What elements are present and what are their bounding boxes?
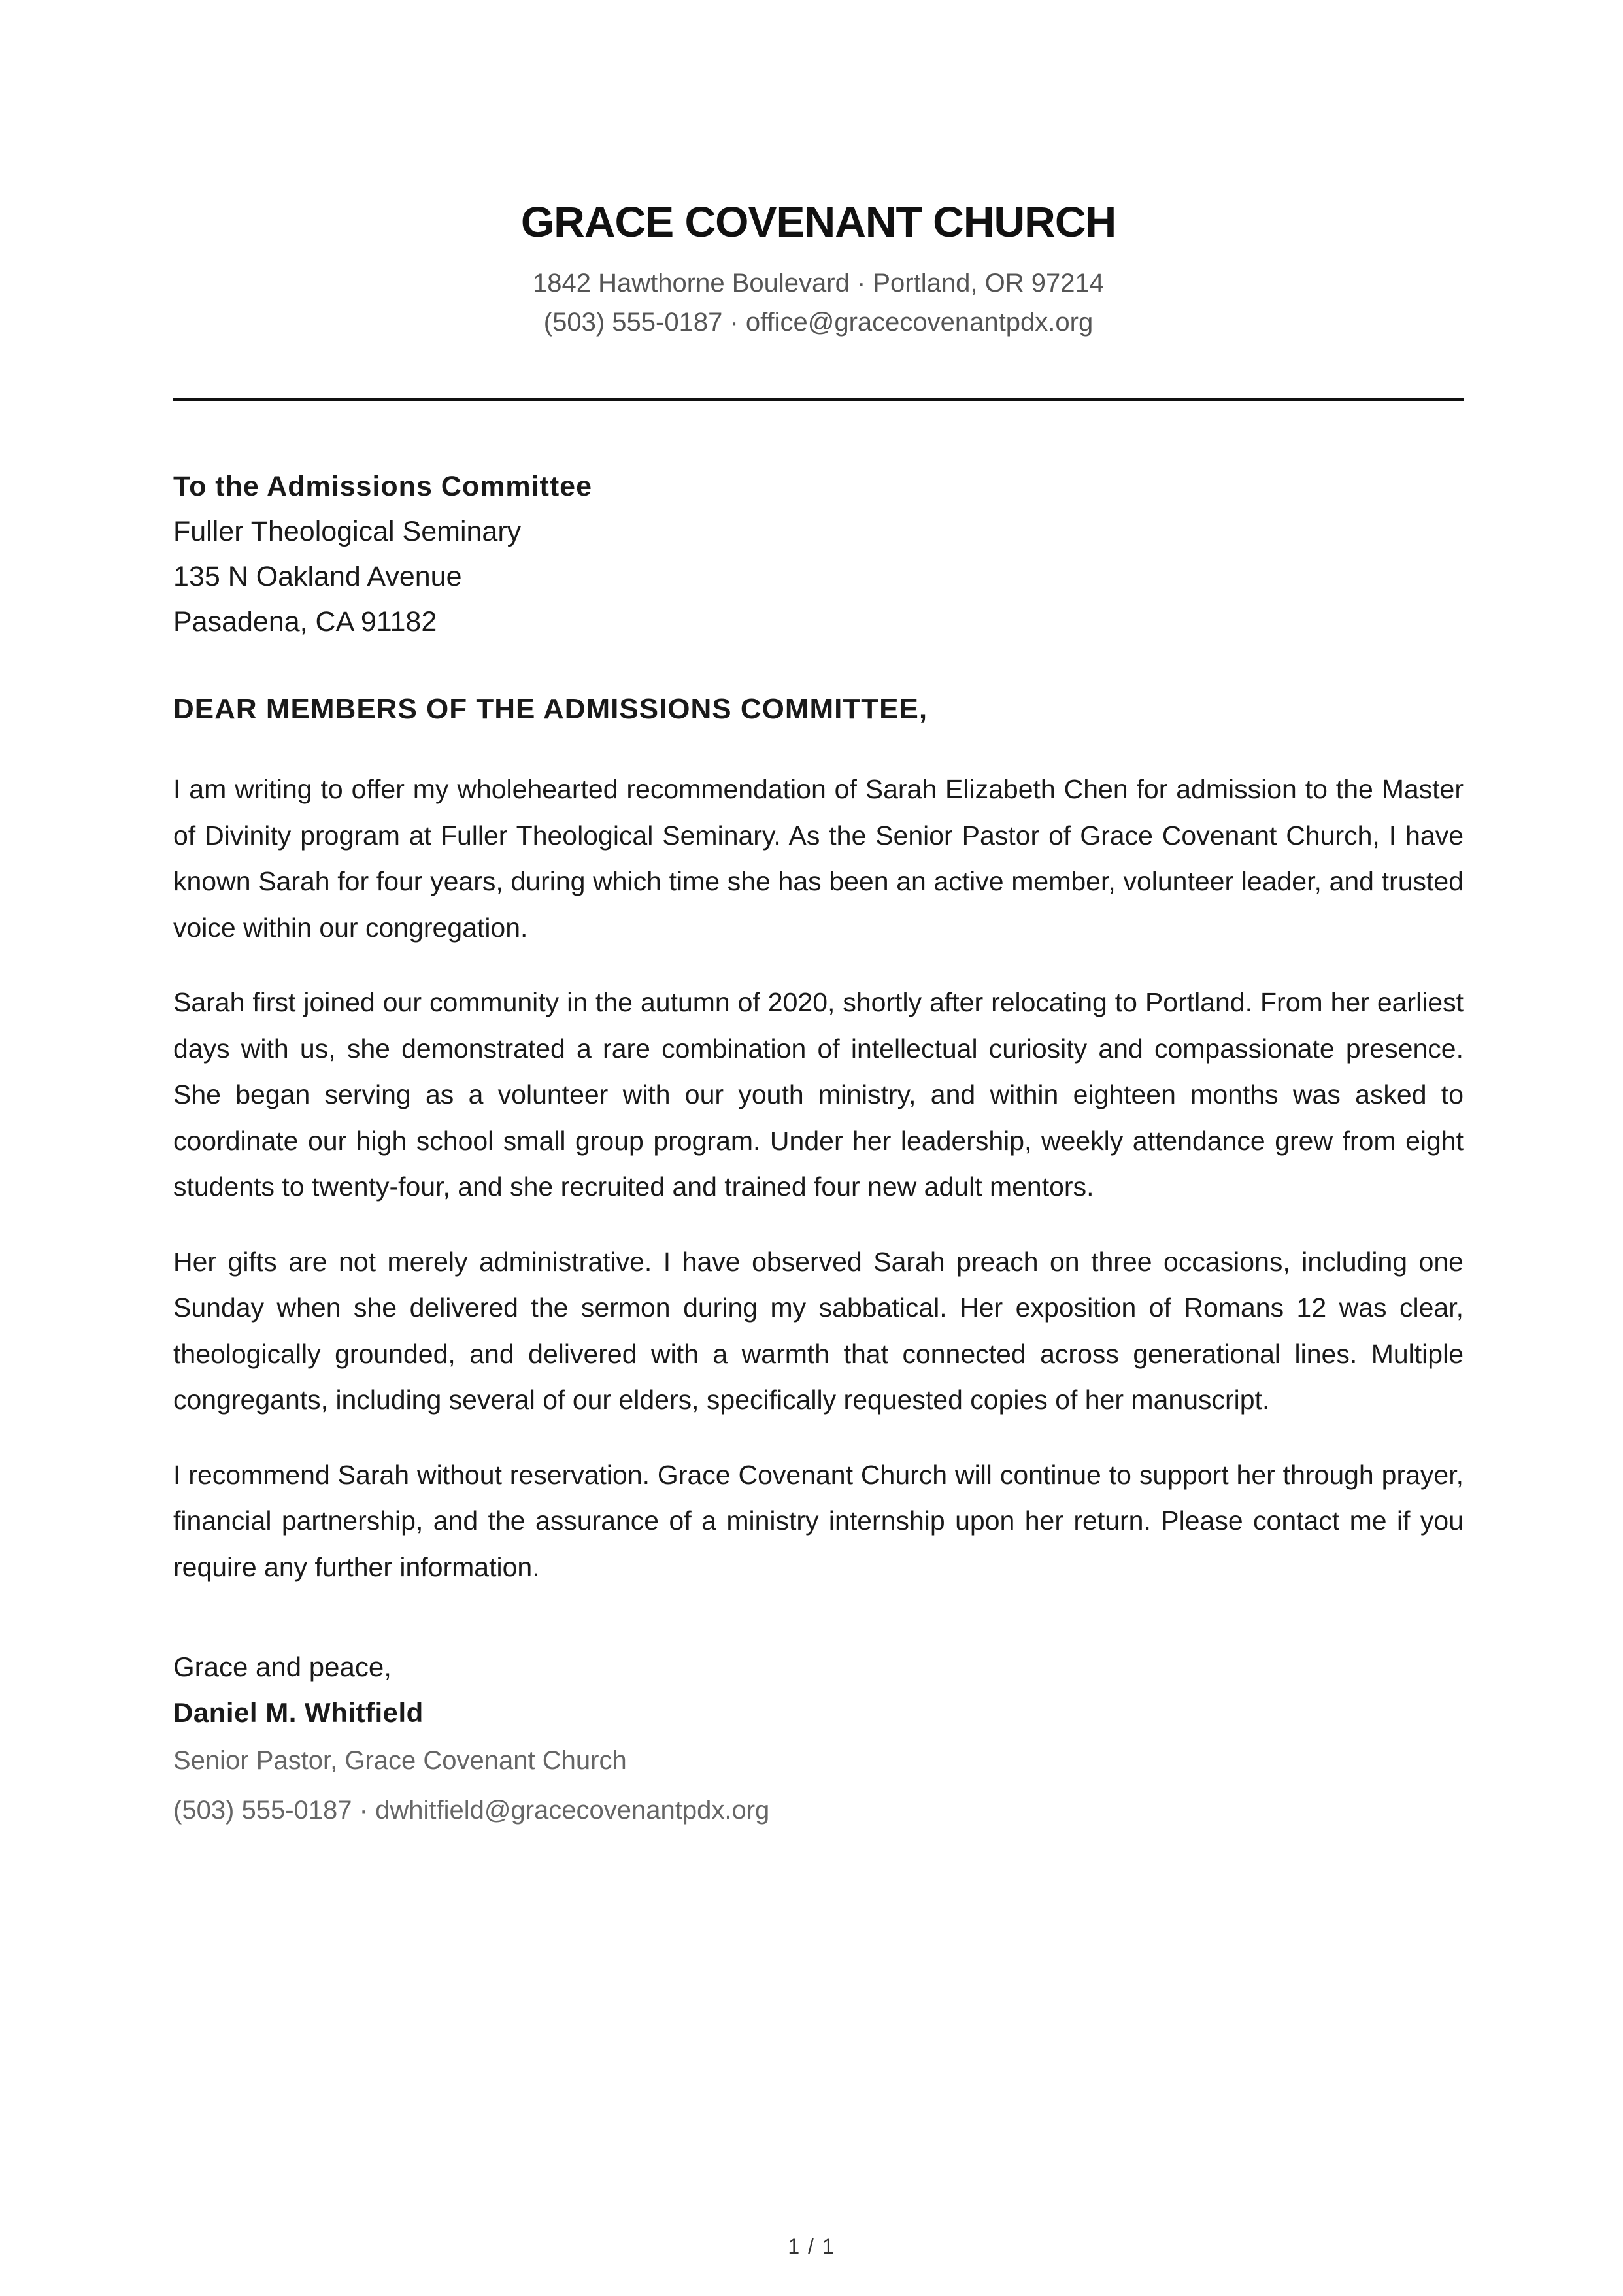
letter-body [173,766,1464,1619]
body-paragraph: Her gifts are not merely administrative. I have observed Sarah preach on three occasions, including one Sunday when she delivered the sermon during my sabbatical. Her exposition of Romans 12 was clear, theologically grounded, and delivered with a warmth that connected across generational lines. Multiple congregants, including several of our elders, specifically requested copies of her manuscript. [173,1246,1464,1415]
recipient-street: 135 N Oakland Avenue [173,561,462,592]
letterhead [173,196,1464,342]
recipient-block [173,464,1464,645]
signer-contact: (503) 555-0187 · dwhitfield@gracecovenantpdx.org [173,1796,770,1825]
signer-name: Daniel M. Whitfield [173,1697,424,1728]
church-name: GRACE COVENANT CHURCH [520,197,1116,246]
recipient-city: Pasadena, CA 91182 [173,606,437,637]
body-paragraph: Sarah first joined our community in the autumn of 2020, shortly after relocating to Portland. From her earliest days with us, she demonstrated a rare combination of intellectual curiosity and compassionate presence. She began serving as a volunteer with our youth ministry, and within eighteen months was asked to coordinate our high school small group program. Under her leadership, weekly attendance grew from eight students to twenty-four, and she recruited and trained four new adult mentors. [173,987,1464,1202]
closing-block [173,1644,1464,1835]
body-paragraph: I recommend Sarah without reservation. Grace Covenant Church will continue to support her through prayer, financial partnership, and the assurance of a ministry internship upon her return. Please contact me if you require any further information. [173,1459,1464,1582]
page-number: 1 / 1 [788,2235,835,2258]
valediction: Grace and peace, [173,1651,392,1682]
salutation: DEAR MEMBERS OF THE ADMISSIONS COMMITTEE, [173,693,928,725]
recipient-name: To the Admissions Committee [173,471,593,502]
signer-title: Senior Pastor, Grace Covenant Church [173,1746,627,1775]
recipient-institution: Fuller Theological Seminary [173,516,522,547]
church-contact: (503) 555-0187 · office@gracecovenantpdx.org [543,308,1094,337]
body-paragraph: I am writing to offer my wholehearted recommendation of Sarah Elizabeth Chen for admission to the Master of Divinity program at Fuller Theological Seminary. As the Senior Pastor of Grace Covenant Church, I have known Sarah for four years, during which time she has been an active member, volunteer leader, and trusted voice within our congregation. [173,774,1464,943]
church-address: 1842 Hawthorne Boulevard · Portland, OR 97214 [533,269,1104,298]
letterhead-divider [173,398,1464,401]
